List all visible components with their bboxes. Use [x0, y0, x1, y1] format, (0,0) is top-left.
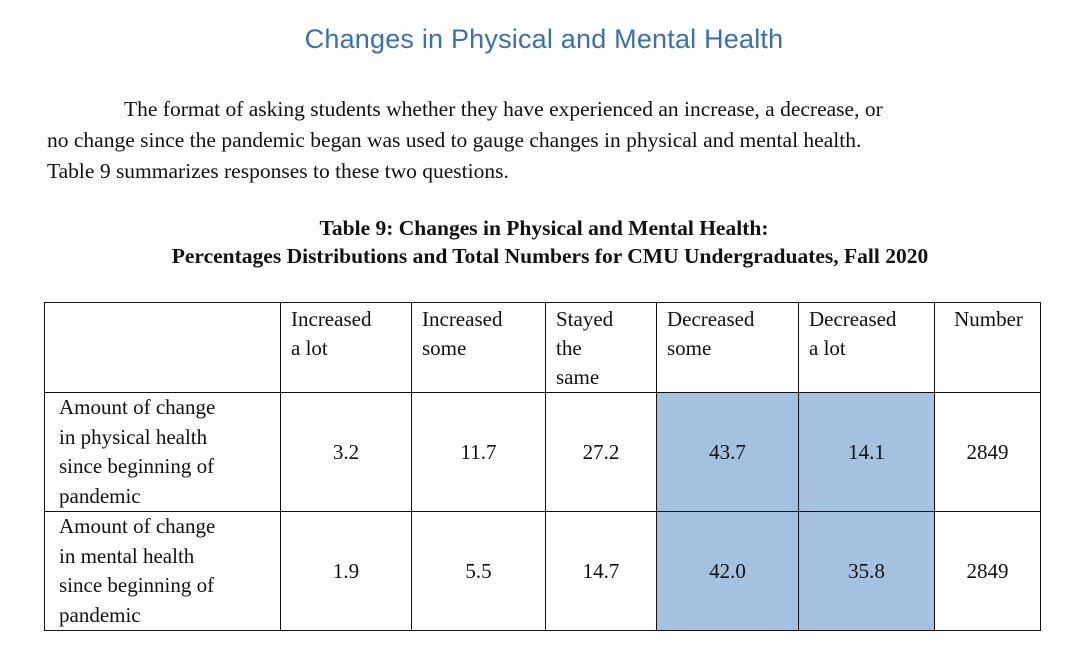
header-increased-a-lot: Increased a lot: [281, 303, 412, 393]
header-blank-cell: [45, 303, 281, 393]
paragraph-line: Table 9 summarizes responses to these two questions.: [47, 159, 509, 183]
cell-mental-number: 2849: [935, 512, 1041, 631]
cell-physical-number: 2849: [935, 393, 1041, 512]
cell-mental-stayed-same: 14.7: [546, 512, 657, 631]
cell-physical-increased-a-lot: 3.2: [281, 393, 412, 512]
intro-paragraph: [47, 94, 1047, 187]
table-header-row: [45, 303, 1041, 393]
header-decreased-a-lot: Decreased a lot: [799, 303, 935, 393]
header-decreased-some: Decreased some: [657, 303, 799, 393]
cell-mental-increased-a-lot: 1.9: [281, 512, 412, 631]
header-number: Number: [935, 303, 1041, 393]
cell-mental-decreased-some: 42.0: [657, 512, 799, 631]
paragraph-line: The format of asking students whether they have experienced an increase, a decrease, or: [124, 97, 883, 121]
cell-physical-increased-some: 11.7: [412, 393, 546, 512]
table-caption-line2: Percentages Distributions and Total Numbers for CMU Undergraduates, Fall 2020: [171, 244, 929, 268]
header-stayed-the-same: Stayed the same: [546, 303, 657, 393]
cell-mental-decreased-a-lot: 35.8: [799, 512, 935, 631]
row-label-physical-health: Amount of change in physical health since beginning of pandemic: [45, 393, 281, 512]
cell-mental-increased-some: 5.5: [412, 512, 546, 631]
header-increased-some: Increased some: [412, 303, 546, 393]
table-row: [45, 393, 1041, 512]
cell-physical-decreased-a-lot: 14.1: [799, 393, 935, 512]
section-heading: Changes in Physical and Mental Health: [304, 24, 784, 54]
paragraph-line: no change since the pandemic began was used to gauge changes in physical and mental health.: [47, 128, 862, 152]
row-label-mental-health: Amount of change in mental health since beginning of pandemic: [45, 512, 281, 631]
table-row: [45, 512, 1041, 631]
health-change-table: [44, 302, 1041, 631]
table-caption-line1: Table 9: Changes in Physical and Mental Health:: [319, 216, 769, 240]
cell-physical-stayed-same: 27.2: [546, 393, 657, 512]
cell-physical-decreased-some: 43.7: [657, 393, 799, 512]
